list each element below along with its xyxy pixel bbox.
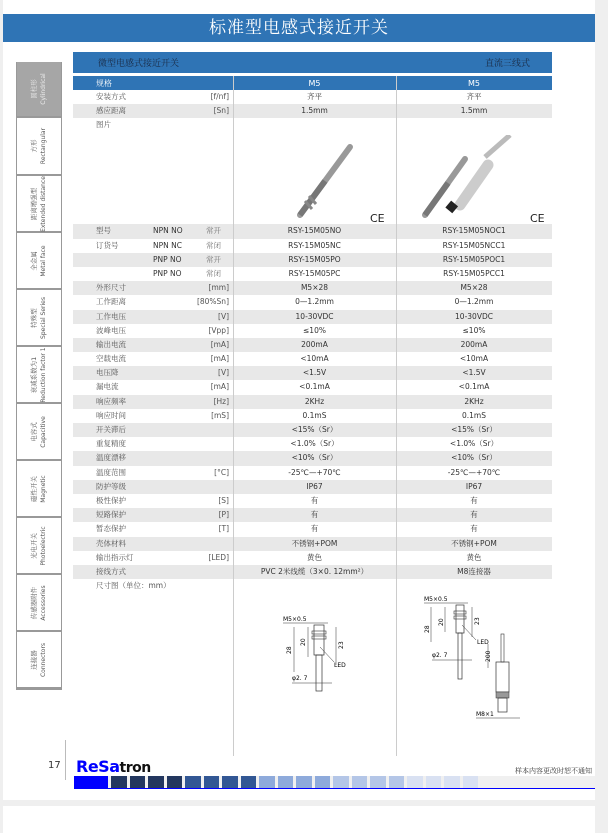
sidebar-tab-text (30, 475, 48, 502)
strip-block (444, 776, 460, 788)
sidebar-tab-text (30, 176, 48, 232)
section-header (73, 52, 552, 73)
value-col2: <10%（Sr） (451, 453, 497, 463)
table-row (73, 423, 552, 437)
row-unit: [mm] (208, 283, 229, 293)
sidebar-tab-en: Magnetic (40, 474, 47, 503)
row-label: 输出指示灯 (96, 552, 134, 562)
diameter-label: φ2. 7 (292, 675, 308, 682)
switch-state: 常开 (206, 254, 221, 264)
sensor-photo-connector (410, 135, 520, 225)
sidebar-tab-text (30, 416, 48, 448)
value-col2: 0.1mS (462, 410, 486, 420)
sidebar-tab-cn: 衰减系数为1 (30, 356, 38, 393)
strip-block (222, 776, 238, 788)
dimension-drawing-cable (270, 605, 380, 705)
sidebar-tab-cn: 距离增强型 (30, 187, 38, 220)
sidebar-tab-cn: 特殊型 (30, 307, 38, 328)
table-row (73, 537, 552, 551)
row-label: 漏电流 (96, 382, 119, 392)
strip-block (370, 776, 386, 788)
sidebar-tab-en: Extended distance (40, 175, 47, 232)
table-row (73, 565, 552, 579)
strip-block (130, 776, 146, 788)
value-col2: IP67 (465, 481, 483, 491)
sidebar-tab-connectors[interactable] (17, 632, 61, 689)
strip-block (333, 776, 349, 788)
sidebar-tab-cn: 磁性开关 (30, 475, 38, 502)
strip-block (352, 776, 368, 788)
value-col2: M5×28 (460, 283, 488, 293)
row-label: 尺寸图（单位：mm） (96, 581, 171, 591)
row-label: 温度漂移 (96, 453, 126, 463)
value-col1: 1.5mm (301, 106, 328, 116)
resatron-logo (76, 757, 151, 776)
row-unit: [V] (218, 311, 229, 321)
row-unit: [80%Sn] (196, 297, 229, 307)
value-col1: <1.5V (302, 368, 327, 378)
table-row (73, 494, 552, 508)
row-unit: [mA] (210, 382, 229, 392)
value-col2: 齐平 (466, 92, 482, 101)
sidebar-tab-accessories[interactable] (17, 575, 61, 632)
sidebar-tab-en: Cylindrical (40, 73, 47, 105)
dim-28: 28 (424, 625, 431, 633)
row-label: 响应频率 (96, 396, 126, 406)
row-label: 输出电流 (96, 339, 126, 349)
table-row (73, 104, 552, 118)
row-label: 接线方式 (96, 566, 126, 576)
sidebar-tab-text (30, 642, 48, 676)
header-col1: M5 (308, 79, 321, 88)
value-col1: <1.0%（Sr） (290, 439, 339, 449)
switch-state: 常开 (206, 226, 221, 236)
value-col1: PVC 2米线缆（3×0. 12mm²） (260, 566, 369, 576)
value-col2: <10mA (459, 354, 489, 364)
strip-block (463, 776, 479, 788)
value-col2: 有 (470, 524, 478, 534)
sidebar-tab-photoelectric[interactable] (17, 518, 61, 575)
logo-part-b: tron (119, 760, 151, 776)
sensor-photo-cable (275, 135, 375, 225)
value-col2: RSY-15M05NCC1 (442, 240, 506, 250)
table-row (73, 551, 552, 565)
led-label: LED (334, 662, 346, 669)
table-row (73, 466, 552, 480)
table-row (73, 366, 552, 380)
thread-label: M5×0.5 (283, 616, 307, 623)
sidebar-tab-text (30, 128, 48, 164)
strip-block (111, 776, 127, 788)
strip-block (296, 776, 312, 788)
table-row (73, 451, 552, 465)
row-unit: [T] (218, 524, 229, 534)
sidebar-tab-en: Reduction factor 1 (40, 346, 47, 403)
sidebar-tab-cn: 方形 (30, 139, 38, 153)
value-col2: ≤10% (462, 325, 486, 335)
ce-mark: CE (370, 212, 385, 225)
column-divider (233, 76, 234, 756)
row-unit: [LED] (208, 552, 229, 562)
strip-block (185, 776, 201, 788)
row-label: 工作电压 (96, 311, 126, 321)
table-header (73, 76, 552, 90)
table-row (73, 324, 552, 338)
row-unit: [Sn] (213, 106, 229, 116)
table-row (73, 338, 552, 352)
table-row (73, 480, 552, 494)
strip-block (407, 776, 423, 788)
value-col1: <15%（Sr） (291, 425, 338, 434)
output-type: PNP NO (153, 268, 182, 278)
strip-block (148, 776, 164, 788)
sidebar-tab-en: Rectangular (40, 127, 47, 165)
value-col2: 有 (470, 495, 478, 505)
sidebar-tab-metal-face[interactable] (17, 233, 61, 290)
value-col1: RSY-15M05NO (287, 226, 342, 236)
table-row (73, 522, 552, 536)
strip-block (278, 776, 294, 788)
row-label: 订货号 (96, 240, 119, 250)
value-col2: <1.0%（Sr） (449, 439, 499, 449)
sidebar-tab-en: Photoelectric (40, 525, 47, 566)
next-page (3, 806, 595, 833)
strip-block (259, 776, 275, 788)
strip-block (315, 776, 331, 788)
value-col1: 10-30VDC (295, 311, 334, 321)
category-sidebar (16, 62, 62, 690)
value-col1: 黄色 (307, 552, 322, 562)
dim-20: 20 (300, 638, 307, 646)
row-unit: [°C] (214, 467, 229, 477)
switch-state: 常闭 (206, 268, 221, 278)
sidebar-tab-cn: 全金属 (30, 250, 38, 271)
value-col2: RSY-15M05POC1 (442, 254, 506, 264)
value-col2: RSY-15M05NOC1 (442, 226, 506, 236)
row-unit: [mA] (210, 354, 229, 364)
value-col1: 0—1.2mm (295, 297, 334, 307)
strip-block (167, 776, 183, 788)
sidebar-tab-extended-distance[interactable] (17, 176, 61, 233)
sidebar-tab-cn: 光电开关 (30, 532, 38, 559)
row-unit: [Vpp] (208, 325, 229, 335)
page-title: 标准型电感式接近开关 (3, 14, 595, 42)
value-col2: 1.5mm (460, 106, 488, 116)
table-row (73, 267, 552, 281)
value-col2: RSY-15M05PCC1 (443, 268, 505, 278)
diameter-label: φ2. 7 (432, 652, 448, 659)
row-label: 外形尺寸 (96, 283, 126, 293)
table-row (73, 508, 552, 522)
header-col2: M5 (468, 79, 480, 88)
row-label: 重复精度 (96, 439, 126, 449)
sidebar-tab-cylindrical[interactable] (17, 62, 61, 118)
row-label: 工作距离 (96, 297, 126, 307)
row-unit: [P] (218, 510, 229, 520)
sidebar-tab-en: Special Series (40, 296, 47, 339)
value-col1: 有 (310, 495, 319, 505)
sidebar-tab-text (30, 585, 48, 620)
row-label: 波峰电压 (96, 325, 126, 335)
value-col2: <1.5V (462, 368, 486, 378)
strip-block (426, 776, 442, 788)
value-col1: RSY-15M05PC (288, 268, 341, 278)
logo-part-a: ReSa (76, 757, 120, 776)
sidebar-tab-text (30, 526, 48, 565)
value-col2: 2KHz (464, 396, 484, 406)
color-strip (74, 776, 595, 789)
value-col1: 有 (310, 524, 319, 534)
value-col2: 不锈钢+POM (451, 538, 497, 548)
row-unit: [mA] (210, 339, 229, 349)
dim-23: 23 (474, 617, 481, 625)
table-row (73, 409, 552, 423)
table-row (73, 295, 552, 309)
sidebar-tab-rectangular[interactable] (17, 118, 61, 176)
dim-200: 200 (485, 650, 492, 662)
row-label: 图片 (96, 120, 111, 130)
value-col2: M8连接器 (457, 566, 491, 576)
sidebar-tab-text (30, 347, 48, 402)
value-col2: 有 (470, 510, 478, 520)
value-col2: 黄色 (466, 552, 482, 562)
sidebar-tab-cn: 连接器 (30, 649, 38, 670)
sidebar-tab-text (30, 245, 48, 276)
table-row (73, 310, 552, 324)
dim-28: 28 (286, 646, 293, 654)
value-col1: M5×28 (300, 283, 329, 293)
row-unit: [f/nf] (210, 92, 229, 101)
footer-divider (65, 740, 66, 780)
sidebar-tab-en: Connectors (40, 642, 47, 677)
row-label: 开关滞后 (96, 425, 126, 434)
disclaimer-note: 样本内容更改时恕不通知 (515, 767, 592, 775)
thread-label: M5×0.5 (424, 596, 448, 603)
dimension-drawing-connector (420, 592, 550, 722)
column-divider (396, 76, 397, 756)
table-row (73, 253, 552, 267)
sidebar-tab-cn: 电容式 (30, 421, 38, 442)
sidebar-tab-en: Metal face (40, 244, 47, 277)
sidebar-tab-capacitive[interactable] (17, 404, 61, 461)
sidebar-tab-cn: 传感器附件 (30, 586, 38, 619)
value-col2: 0—1.2mm (454, 297, 494, 307)
value-col1: -25℃—+70℃ (288, 467, 341, 477)
value-col2: <0.1mA (458, 382, 490, 392)
table-row (73, 395, 552, 409)
page-number: 17 (48, 760, 61, 771)
value-col1: <10%（Sr） (291, 453, 338, 463)
row-label: 极性保护 (96, 495, 126, 505)
table-row (73, 380, 552, 394)
value-col1: <0.1mA (299, 382, 330, 392)
value-col1: 齐平 (307, 92, 322, 101)
value-col1: RSY-15M05NC (288, 240, 341, 250)
row-unit: [Hz] (213, 396, 229, 406)
dim-23: 23 (338, 641, 345, 649)
row-label: 防护等级 (96, 481, 126, 491)
table-row (73, 352, 552, 366)
value-col1: <10mA (300, 354, 329, 364)
table-row (73, 239, 552, 253)
value-col1: 2KHz (304, 396, 325, 406)
strip-block (204, 776, 220, 788)
value-col1: 0.1mS (302, 410, 327, 420)
value-col1: IP67 (306, 481, 323, 491)
table-row (73, 224, 552, 238)
sidebar-tab-cn: 圆柱形 (30, 79, 38, 99)
row-unit: [S] (218, 495, 229, 505)
value-col2: 10-30VDC (455, 311, 493, 321)
ce-mark: CE (530, 212, 545, 225)
row-label: 型号 (96, 226, 111, 236)
table-row (73, 90, 552, 104)
value-col1: 不锈钢+POM (291, 538, 338, 548)
section-title: 微型电感式接近开关 (98, 59, 180, 69)
value-col2: 200mA (460, 339, 488, 349)
row-label: 短路保护 (96, 510, 126, 520)
row-label: 电压降 (96, 368, 119, 378)
table-row (73, 281, 552, 295)
value-col1: 200mA (301, 339, 328, 349)
m8-label: M8×1 (476, 711, 494, 718)
row-label: 感应距离 (96, 106, 126, 116)
output-type: PNP NO (153, 254, 182, 264)
sidebar-tab-text (30, 297, 48, 339)
output-type: NPN NC (153, 240, 182, 250)
section-type: 直流三线式 (484, 59, 530, 69)
output-type: NPN NO (153, 226, 183, 236)
header-label: 规格 (96, 79, 112, 88)
sidebar-tab-magnetic[interactable] (17, 461, 61, 518)
row-unit: [mS] (211, 410, 229, 420)
row-label: 壳体材料 (96, 538, 126, 548)
switch-state: 常闭 (206, 240, 221, 250)
value-col1: ≤10% (303, 325, 326, 335)
sidebar-tab-en: Accessories (40, 584, 47, 621)
row-label: 暂态保护 (96, 524, 126, 534)
led-label: LED (477, 639, 489, 646)
value-col2: <15%（Sr） (451, 425, 497, 434)
table-row (73, 437, 552, 451)
strip-block (241, 776, 257, 788)
row-label: 响应时间 (96, 410, 126, 420)
row-label: 空载电流 (96, 354, 126, 364)
row-unit: [V] (218, 368, 229, 378)
dim-20: 20 (438, 618, 445, 626)
sidebar-tab-text (30, 73, 48, 104)
value-col2: -25℃—+70℃ (447, 467, 501, 477)
sidebar-tab-en: Capacitive (40, 415, 47, 448)
sidebar-tab-special-series[interactable] (17, 290, 61, 347)
row-label: 温度范围 (96, 467, 126, 477)
row-label: 安装方式 (96, 92, 126, 101)
value-col1: 有 (310, 510, 319, 520)
strip-block (389, 776, 405, 788)
strip-block (74, 776, 108, 788)
sidebar-tab-reduction-factor-1[interactable] (17, 347, 61, 404)
value-col1: RSY-15M05PO (288, 254, 341, 264)
